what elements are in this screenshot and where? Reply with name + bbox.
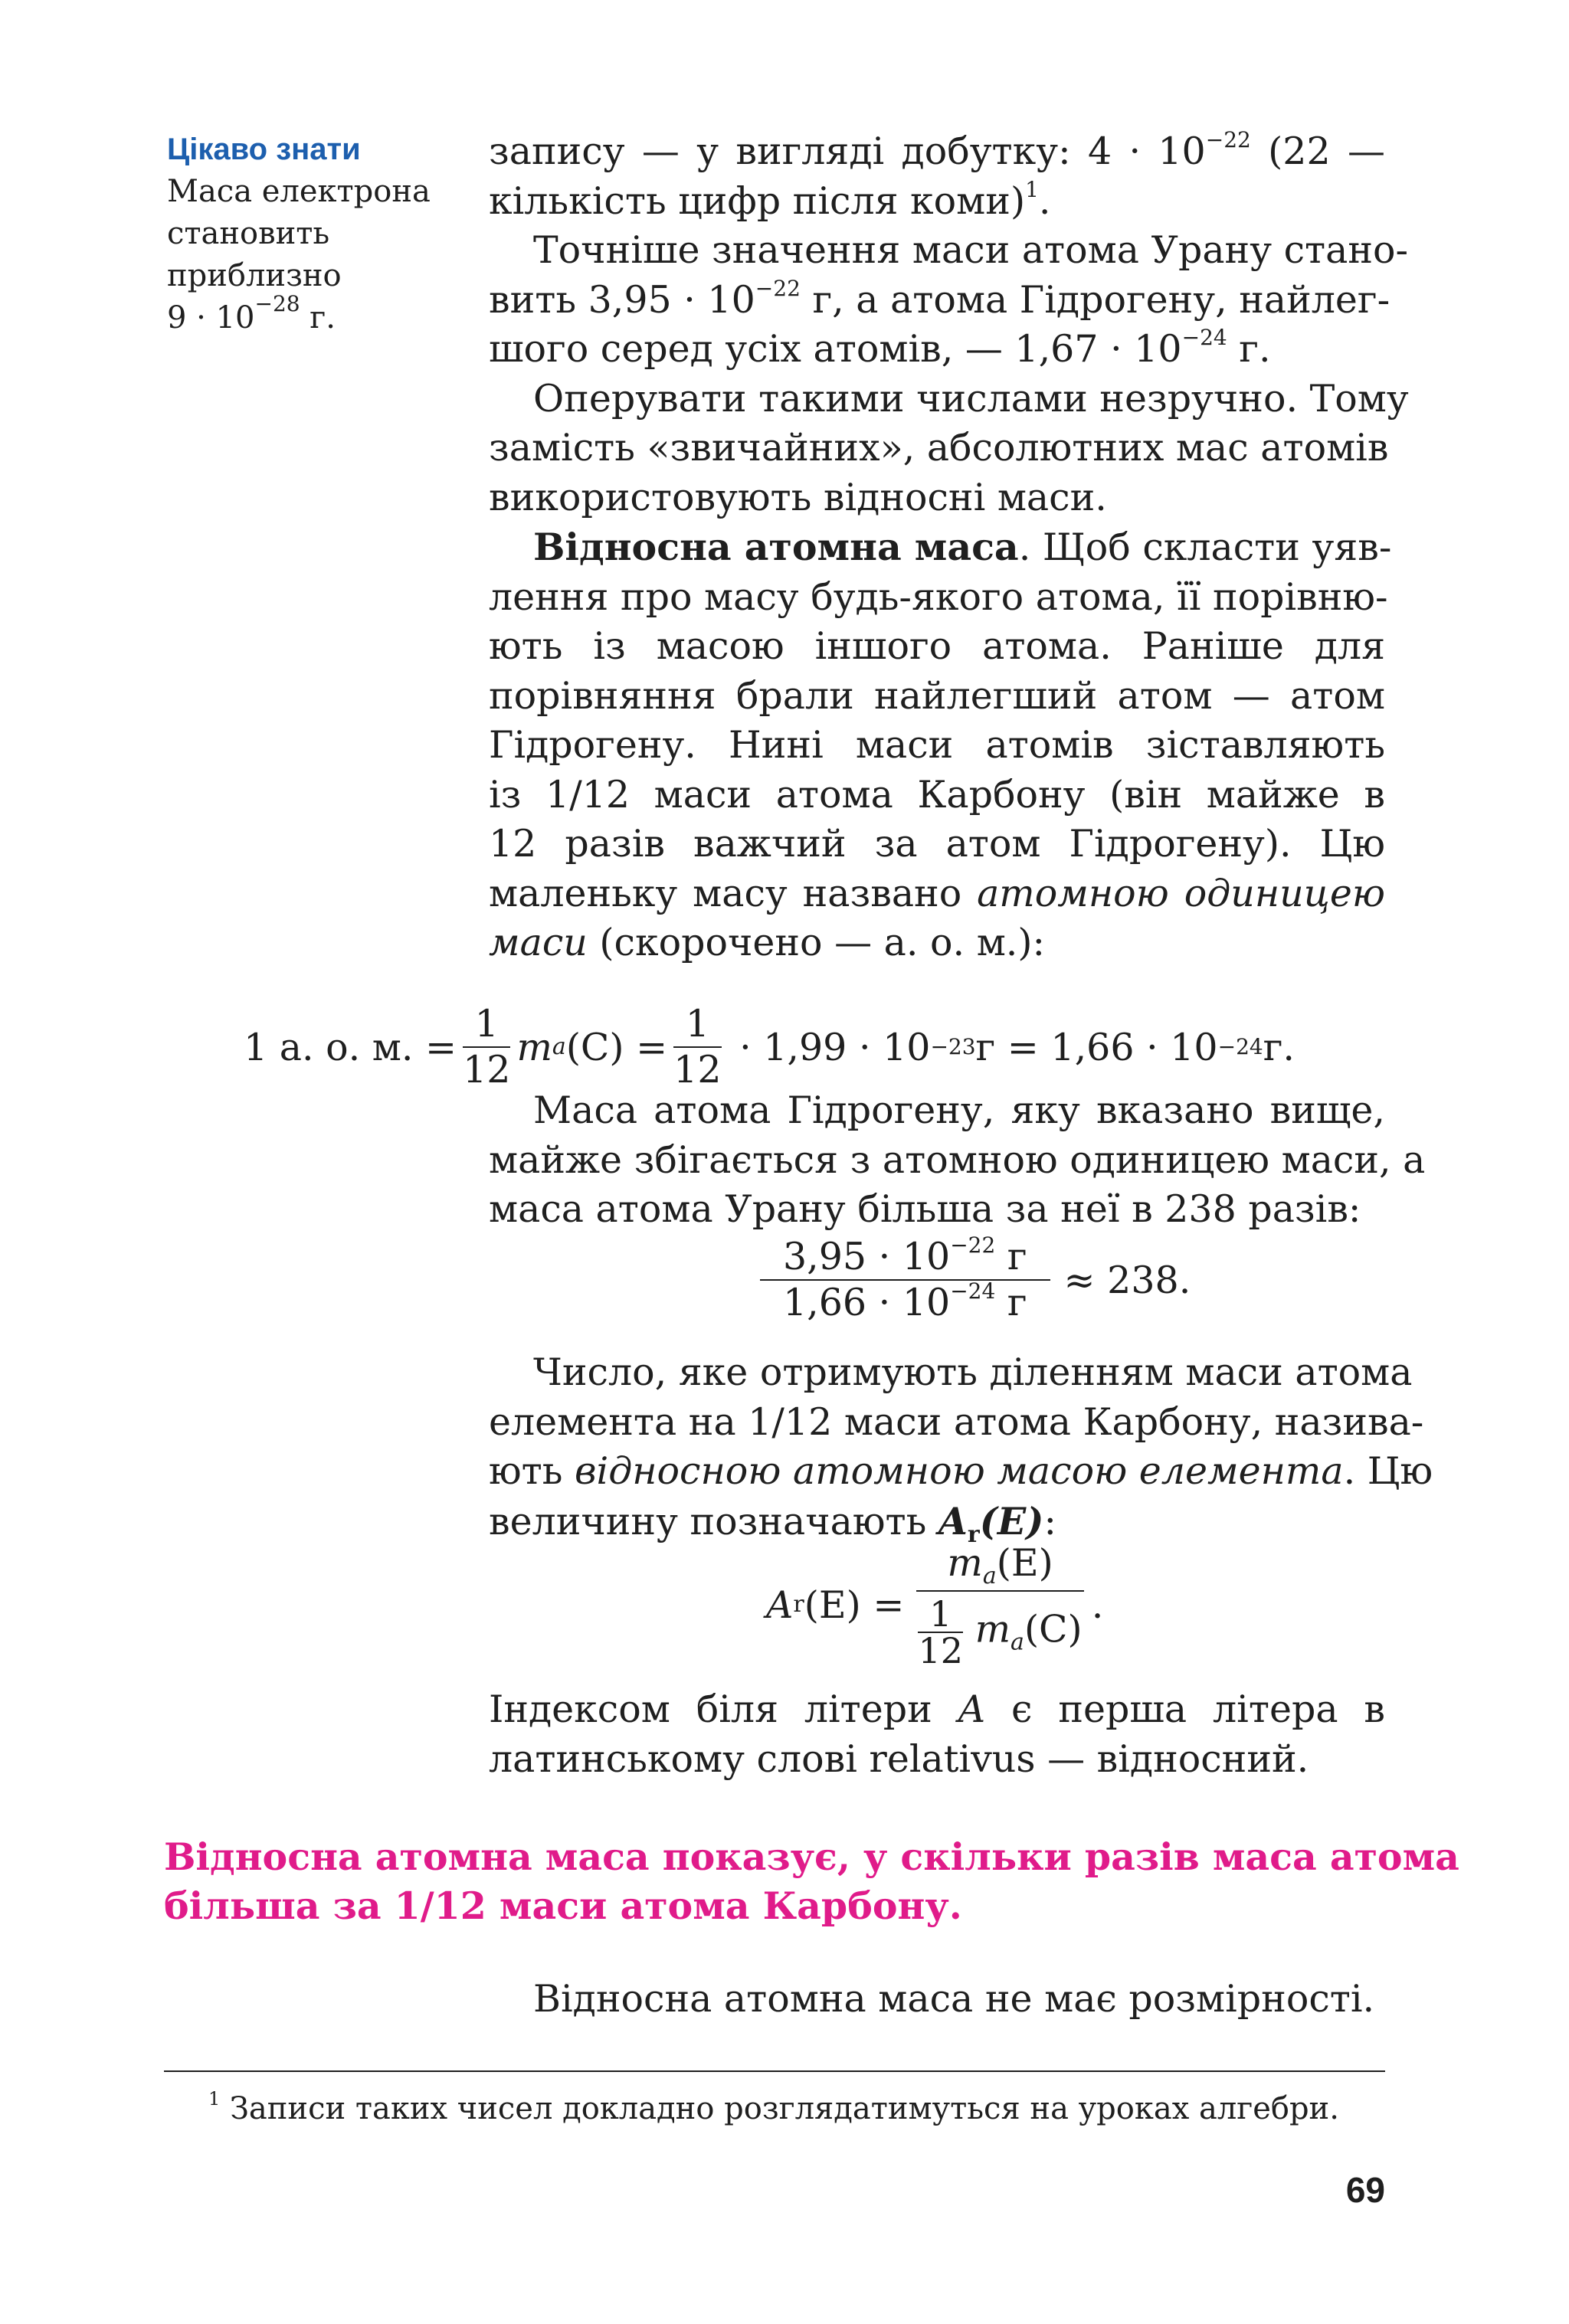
text-line: Маса атома Гідрогену, яку вказано вище, xyxy=(533,1088,1385,1132)
main-column xyxy=(489,127,1409,968)
fraction-uranium-amu: $\frac{3,95 \cdot 10^{-22} г}{1,66 \cdot 10^{-24} г}$ xyxy=(760,1235,1050,1325)
text-line: Відносна атомна маса. Щоб скласти уяв- xyxy=(533,525,1392,569)
text-line: Оперувати такими числами незручно. Тому xyxy=(533,376,1409,421)
page-number: 69 xyxy=(1345,2170,1385,2210)
fraction-relative-mass: $m_a(E)$ $\frac{1}{12}$ $m_a(C)$ xyxy=(916,1541,1083,1668)
text-line: елемента на 1/12 маси атома Карбону, назива- xyxy=(489,1399,1424,1444)
sidebar-line: $9 \cdot 10^{-28}$ г. xyxy=(167,291,336,336)
term-relative-atomic-mass: Відносна атомна маса xyxy=(533,525,1019,569)
text-line: ють відносною атомною масою елемента. Цю xyxy=(489,1449,1433,1493)
text-line: порівняння брали найлегший атом — атом xyxy=(489,673,1385,718)
text-line: із 1/12 маси атома Карбону (він майже в xyxy=(489,772,1385,817)
footnote-ref: 1 xyxy=(1025,176,1039,202)
note-dimensionless: Відносна атомна маса не має розмірності. xyxy=(533,1977,1375,2021)
text-line: Число, яке отримують діленням маси атома xyxy=(533,1350,1413,1394)
text-line: Точніше значення маси атома Урану стано- xyxy=(533,228,1409,272)
text-line: шого серед усіх атомів, — $1,67 \cdot 10^{-24}$ г. xyxy=(489,325,1271,371)
formula-ratio: $\frac{3,95 \cdot 10^{-22} г}{1,66 \cdot 10^{-24} г}$ ≈ 238. xyxy=(760,1235,1191,1325)
text-line: маса атома Урану більша за неї в 238 разів: xyxy=(489,1187,1361,1231)
fraction-one-twelfth: $\frac{1}{12}$ xyxy=(463,1002,511,1092)
paragraph-definition-text xyxy=(489,1348,1433,1548)
text-line: запису — у вигляді добутку: $4 \cdot 10^{-22}$ (22 — xyxy=(489,127,1385,173)
paragraph-index xyxy=(489,1685,1385,1784)
formula-relative-mass: A r (E) = $m_a(E)$ $\frac{1}{12}$ $m_a(C)$ . xyxy=(766,1541,1104,1671)
text-line: Гідрогену. Нині маси атомів зіставляють xyxy=(489,723,1385,767)
text-line: ють із масою іншого атома. Раніше для xyxy=(489,624,1385,668)
sidebar-box xyxy=(167,129,431,339)
definition-line: більша за 1/12 маси атома Карбону. xyxy=(164,1884,962,1928)
text-line: маси (скорочено — а. о. м.): xyxy=(489,921,1046,964)
sidebar-title: Цікаво знати xyxy=(167,133,361,166)
text-line: замість «звичайних», абсолютних мас атомів xyxy=(489,426,1389,470)
text-line: маленьку масу названо атомною одиницею xyxy=(489,871,1385,915)
text-line: 12 разів важчий за атом Гідрогену). Цю xyxy=(489,822,1385,866)
sidebar-line: становить xyxy=(167,216,330,251)
sidebar-line: Маса електрона xyxy=(167,174,431,209)
text-line: використовують відносні маси. xyxy=(489,475,1107,519)
definition-box xyxy=(164,1832,1459,1930)
text-line: кількість цифр після коми)$^1$. xyxy=(489,176,1051,223)
text-line: лення про масу будь-якого атома, її порівню- xyxy=(489,574,1388,619)
text-line: величину позначають $A_r(E)$: xyxy=(489,1498,1056,1548)
text-line: Індексом біля літери A є перша літера в xyxy=(489,1687,1386,1731)
text-line: латинському слові relativus — відносний. xyxy=(489,1736,1309,1781)
text-line: майже збігається з атомною одиницею маси, а xyxy=(489,1137,1426,1182)
fraction-one-twelfth: $\frac{1}{12}$ xyxy=(673,1002,722,1092)
footnote-divider xyxy=(164,2070,1385,2072)
sidebar-line: приблизно xyxy=(167,258,342,293)
formula-amu: 1 а. о. м. = $\frac{1}{12}$ m a (C) = $\frac{1}{12}$ · 1,99 · 10 −23 г = 1,66 · 10 −24 г. xyxy=(244,1002,1295,1092)
definition-line: Відносна атомна маса показує, у скільки разів маса атома xyxy=(164,1835,1459,1879)
paragraph-hydrogen xyxy=(489,1086,1426,1235)
text-line: вить $3,95 \cdot 10^{-22}$ г, а атома Гідрогену, найлег- xyxy=(489,275,1390,322)
footnote: $^1$ Записи таких чисел докладно розглядатимуться на уроках алгебри. xyxy=(208,2088,1339,2126)
